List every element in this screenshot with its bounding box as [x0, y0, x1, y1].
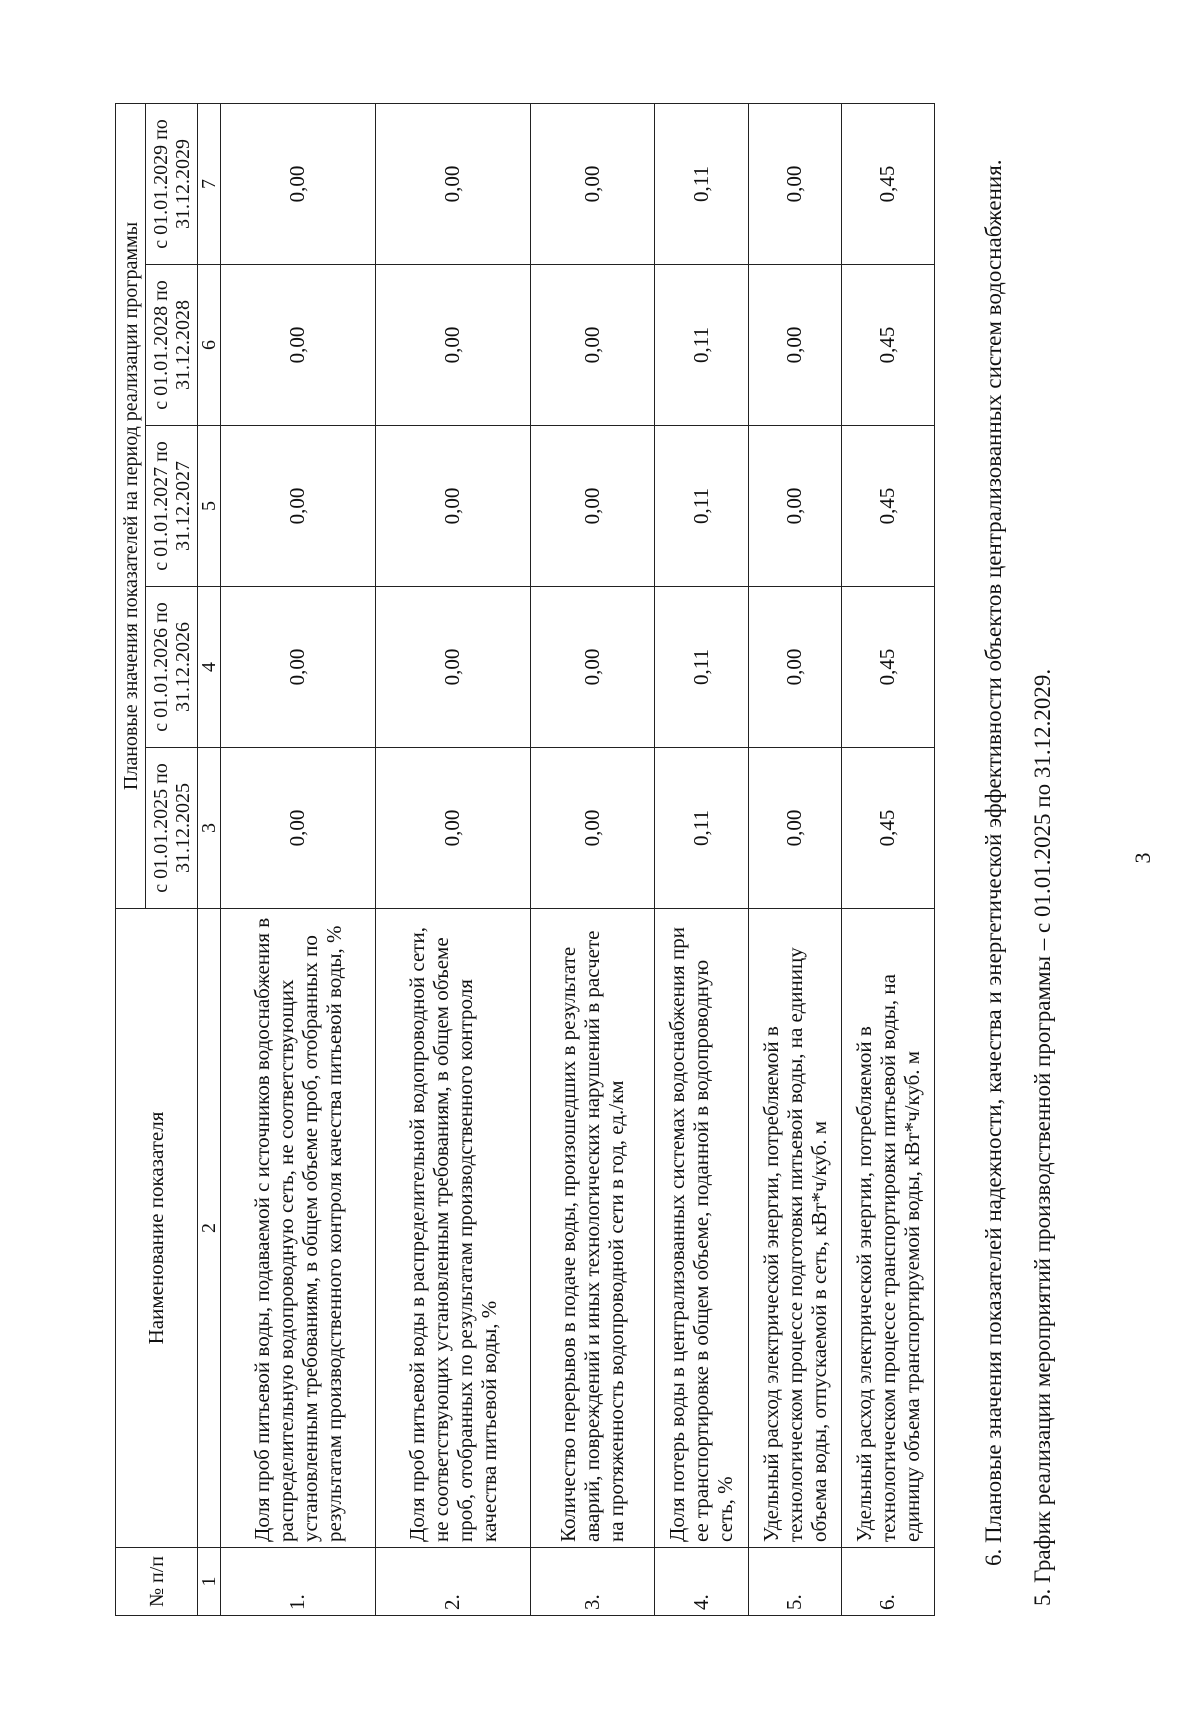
value-cell: 0,11 — [654, 103, 748, 264]
header-num: № п/п — [116, 1548, 198, 1616]
value-cell: 0,00 — [748, 426, 841, 587]
row-number: 4. — [654, 1548, 748, 1616]
section-5-heading: 5. График реализации мероприятий производственной программы – с 01.01.2025 по 31.12.2029. — [1030, 668, 1055, 1606]
index-cell: 1 — [198, 1548, 221, 1616]
table-row — [530, 103, 654, 1615]
index-cell: 4 — [198, 587, 221, 748]
value-cell: 0,00 — [748, 587, 841, 748]
table-row — [654, 103, 748, 1615]
row-number: 6. — [841, 1548, 934, 1616]
table-row — [841, 103, 934, 1615]
header-period: с 01.01.2029 по 31.12.2029 — [146, 103, 198, 264]
indicator-name: Доля потерь воды в централизованных системах водоснабжения при ее транспортировке в общем объеме, поданной в водопроводную сеть, % — [654, 909, 748, 1548]
indicator-name: Количество перерывов в подаче воды, произошедших в результате аварий, повреждений и иных технологических нарушений в расчете на протяженность водопроводной сети в год, ед./км — [530, 909, 654, 1548]
value-cell: 0,00 — [530, 103, 654, 264]
value-cell: 0,45 — [841, 426, 934, 587]
row-number: 2. — [375, 1548, 530, 1616]
row-number: 1. — [221, 1548, 376, 1616]
header-name: Наименование показателя — [116, 909, 198, 1548]
value-cell: 0,00 — [221, 587, 376, 748]
row-number: 5. — [748, 1548, 841, 1616]
indicator-name: Удельный расход электрической энергии, потребляемой в технологическом процессе транспортировки питьевой воды, на единицу объема транспортируемой воды, кВт*ч/куб. м — [841, 909, 934, 1548]
page-number: 3 — [1130, 852, 1155, 864]
header-period: с 01.01.2027 по 31.12.2027 — [146, 426, 198, 587]
value-cell: 0,00 — [530, 265, 654, 426]
value-cell: 0,00 — [221, 426, 376, 587]
value-cell: 0,00 — [375, 426, 530, 587]
index-cell: 3 — [198, 748, 221, 909]
value-cell: 0,00 — [221, 265, 376, 426]
index-cell: 5 — [198, 426, 221, 587]
value-cell: 0,00 — [375, 103, 530, 264]
value-cell: 0,11 — [654, 587, 748, 748]
value-cell: 0,11 — [654, 748, 748, 909]
table-row — [748, 103, 841, 1615]
value-cell: 0,00 — [375, 748, 530, 909]
value-cell: 0,00 — [748, 265, 841, 426]
value-cell: 0,45 — [841, 265, 934, 426]
value-cell: 0,00 — [530, 426, 654, 587]
header-period: с 01.01.2028 по 31.12.2028 — [146, 265, 198, 426]
header-period: с 01.01.2026 по 31.12.2026 — [146, 587, 198, 748]
value-cell: 0,11 — [654, 265, 748, 426]
value-cell: 0,00 — [530, 748, 654, 909]
index-cell: 2 — [198, 909, 221, 1548]
value-cell: 0,45 — [841, 103, 934, 264]
header-group: Плановые значения показателей на период реализации программы — [116, 103, 146, 908]
value-cell: 0,00 — [375, 587, 530, 748]
value-cell: 0,00 — [748, 103, 841, 264]
index-cell: 7 — [198, 103, 221, 264]
table-row — [221, 103, 376, 1615]
header-period: с 01.01.2025 по 31.12.2025 — [146, 748, 198, 909]
index-cell: 6 — [198, 265, 221, 426]
value-cell: 0,00 — [221, 748, 376, 909]
value-cell: 0,11 — [654, 426, 748, 587]
indicator-name: Доля проб питьевой воды, подаваемой с источников водоснабжения в распределительную водопроводную сеть, не соответствующих установленным требованиям, в общем объеме проб, отобранных по результатам производственного контроля качества питьевой воды, % — [221, 909, 376, 1548]
value-cell: 0,00 — [221, 103, 376, 264]
indicator-name: Удельный расход электрической энергии, потребляемой в технологическом процессе подготовки питьевой воды, на единицу объема воды, отпускаемой в сеть, кВт*ч/куб. м — [748, 909, 841, 1548]
value-cell: 0,00 — [530, 587, 654, 748]
indicators-table — [115, 103, 935, 1616]
section-6-heading: 6. Плановые значения показателей надежности, качества и энергетической эффективности объектов централизованных систем водоснабжения. — [981, 159, 1006, 1566]
value-cell: 0,45 — [841, 748, 934, 909]
table-row — [375, 103, 530, 1615]
row-number: 3. — [530, 1548, 654, 1616]
value-cell: 0,00 — [375, 265, 530, 426]
indicator-name: Доля проб питьевой воды в распределительной водопроводной сети, не соответствующих установленным требованиям, в общем объеме проб, отобранных по результатам производственного контроля качества питьевой воды, % — [375, 909, 530, 1548]
value-cell: 0,00 — [748, 748, 841, 909]
value-cell: 0,45 — [841, 587, 934, 748]
